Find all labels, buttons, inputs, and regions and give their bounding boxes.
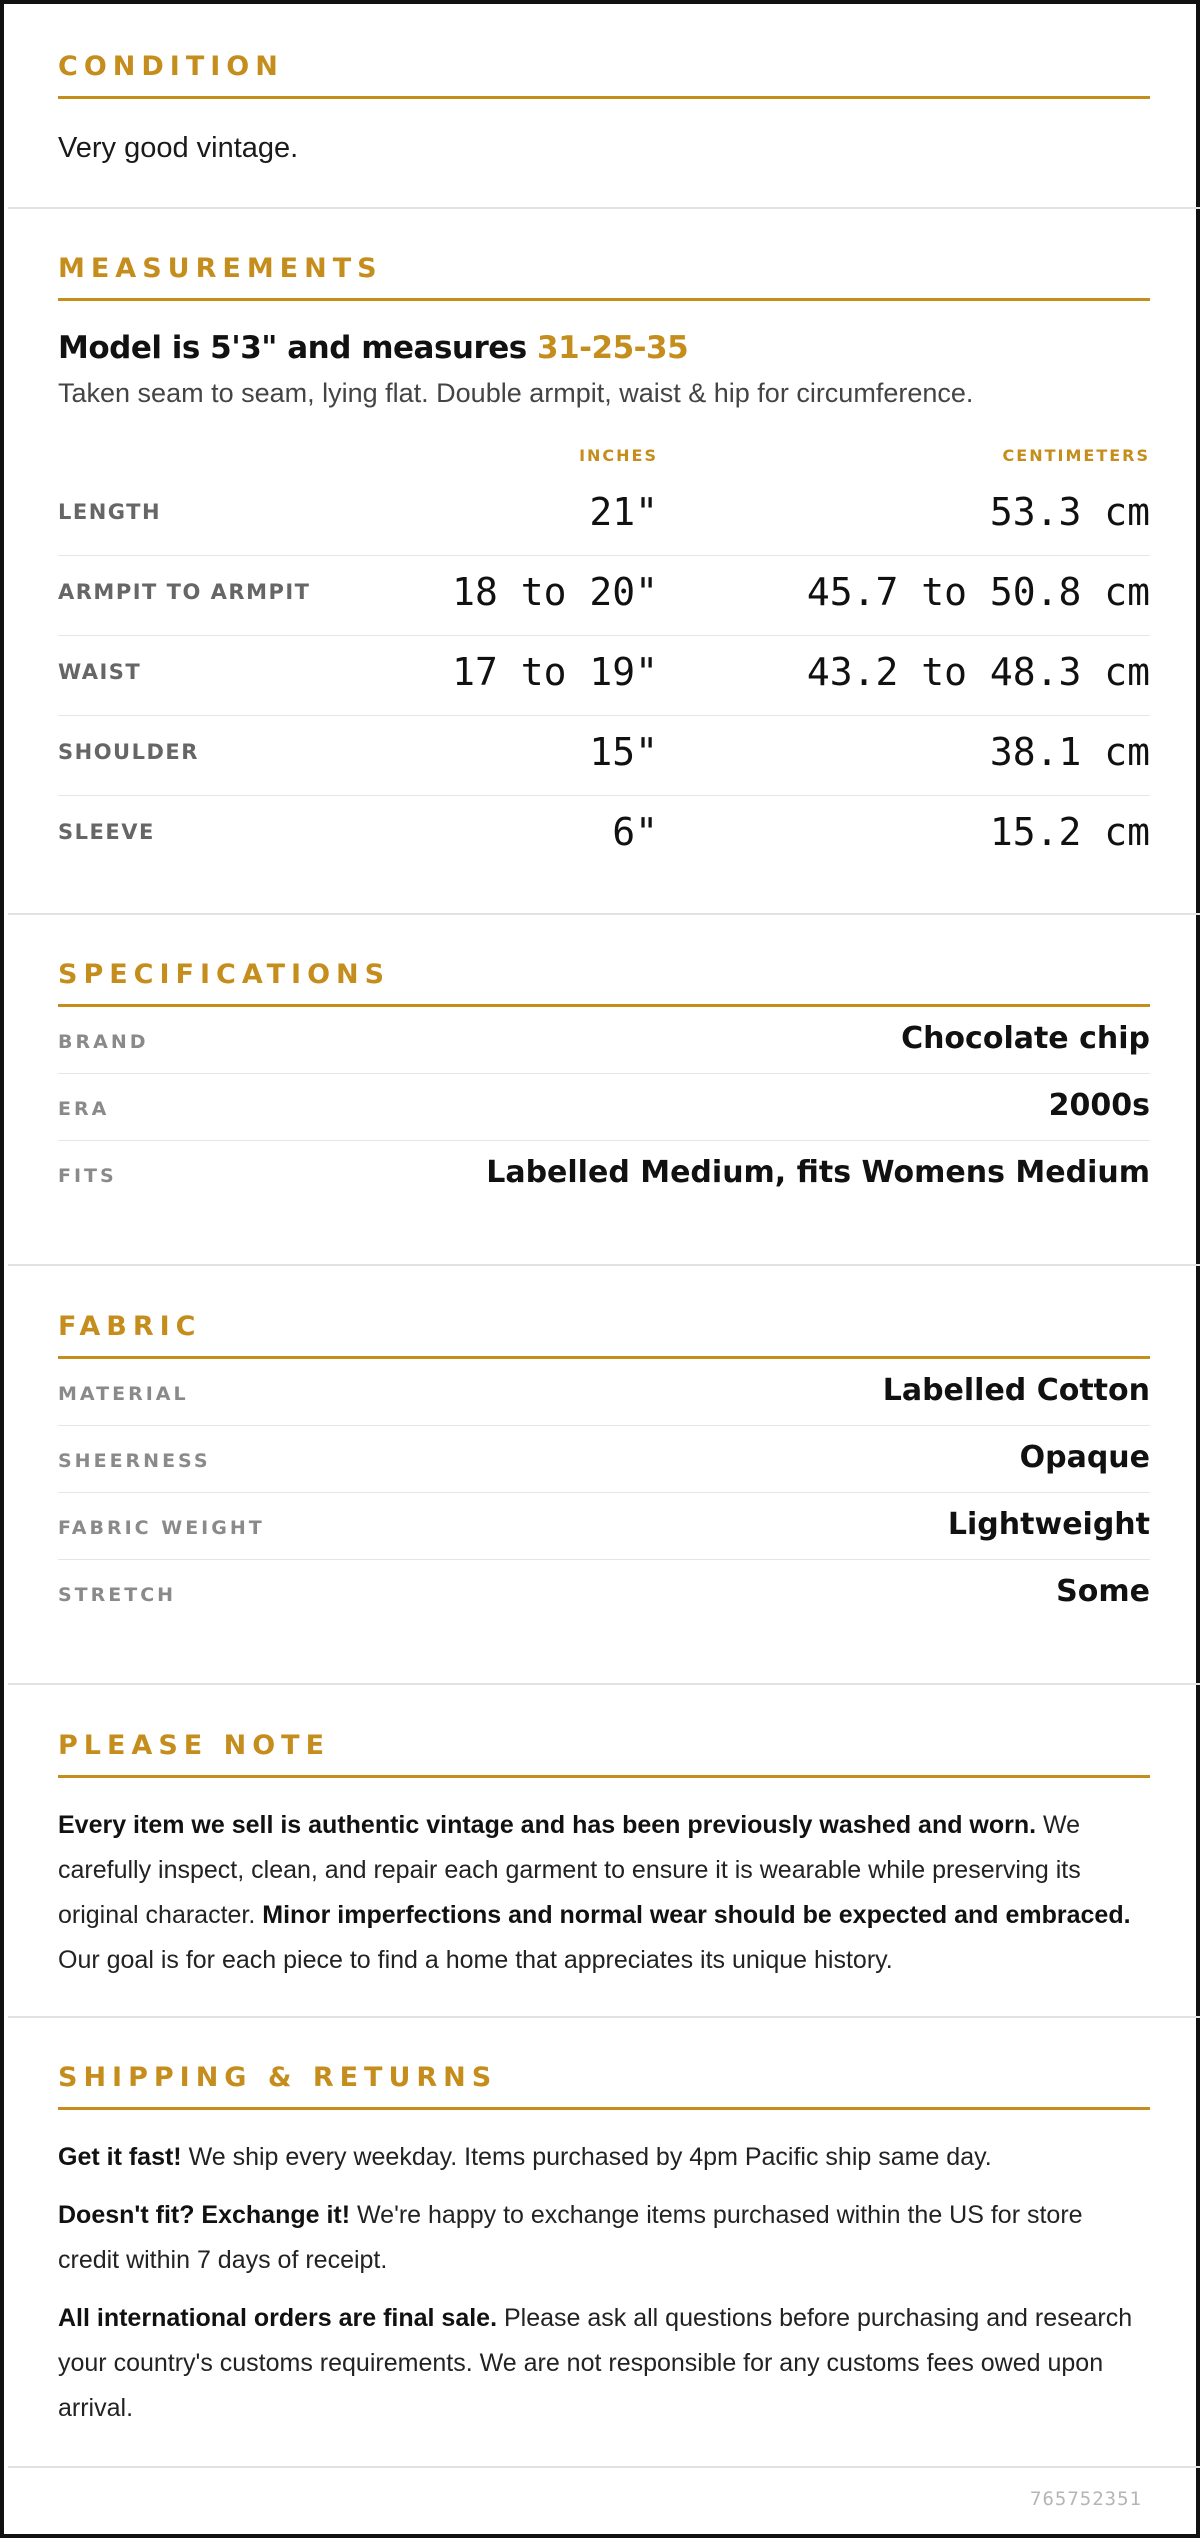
- measurement-label: WAIST: [58, 660, 142, 684]
- measurement-label: SHOULDER: [58, 740, 199, 764]
- fabric-title: FABRIC: [58, 1311, 202, 1342]
- spec-value: Labelled Medium, fits Womens Medium: [486, 1155, 1150, 1190]
- spec-row: [58, 1074, 1150, 1141]
- specifications-title: SPECIFICATIONS: [58, 959, 391, 990]
- shipping-bold-fast: Get it fast!: [58, 2143, 182, 2171]
- spec-value: 2000s: [1048, 1088, 1150, 1123]
- model-measures-accent: 31-25-35: [537, 330, 689, 366]
- measurement-centimeters: 15.2 cm: [989, 810, 1150, 854]
- measurement-centimeters: 38.1 cm: [989, 730, 1150, 774]
- measurements-subtitle: Taken seam to seam, lying flat. Double armpit, waist & hip for circumference.: [58, 378, 974, 408]
- fabric-label: MATERIAL: [58, 1383, 189, 1405]
- note-text-goal: Our goal is for each piece to find a home that appreciates its unique history.: [58, 1946, 893, 1974]
- section-divider: [8, 1683, 1200, 1685]
- fabric-row: [58, 1560, 1150, 1627]
- measurement-row: [58, 476, 1150, 556]
- fabric-row: [58, 1359, 1150, 1426]
- column-header-centimeters: CENTIMETERS: [1002, 446, 1150, 465]
- measurements-title: MEASUREMENTS: [58, 253, 383, 284]
- fabric-label: SHEERNESS: [58, 1450, 211, 1472]
- sku-number: 765752351: [1030, 2488, 1142, 2510]
- spec-label: FITS: [58, 1165, 117, 1187]
- shipping-bold-exchange: Doesn't fit? Exchange it!: [58, 2201, 351, 2229]
- section-divider: [8, 1264, 1200, 1266]
- please-note-rule: [58, 1775, 1150, 1778]
- measurement-centimeters: 43.2 to 48.3 cm: [806, 650, 1150, 694]
- shipping-text-fast: We ship every weekday. Items purchased by 4pm Pacific ship same day.: [181, 2143, 992, 2171]
- fabric-row: [58, 1493, 1150, 1560]
- column-header-inches: INCHES: [579, 446, 658, 465]
- please-note-title: PLEASE NOTE: [58, 1730, 331, 1761]
- measurement-row: [58, 556, 1150, 636]
- spec-label: ERA: [58, 1098, 110, 1120]
- fabric-row: [58, 1426, 1150, 1493]
- note-bold-authentic: Every item we sell is authentic vintage and has been previously washed and worn.: [58, 1811, 1037, 1839]
- measurement-row: [58, 716, 1150, 796]
- fabric-value: Labelled Cotton: [882, 1373, 1150, 1408]
- measurement-label: LENGTH: [58, 500, 162, 524]
- fabric-label: FABRIC WEIGHT: [58, 1517, 265, 1539]
- measurement-row: [58, 796, 1150, 876]
- section-divider: [8, 913, 1200, 915]
- measurement-inches: 15": [589, 730, 658, 774]
- condition-text: Very good vintage.: [58, 132, 299, 164]
- model-prefix: Model is 5'3" and measures: [58, 330, 538, 366]
- measurement-inches: 17 to 19": [452, 650, 658, 694]
- section-divider: [8, 2466, 1200, 2468]
- measurement-inches: 6": [612, 810, 658, 854]
- shipping-paragraph-exchange: [58, 2193, 1150, 2283]
- shipping-bold-international: All international orders are final sale.: [58, 2304, 498, 2332]
- shipping-rule: [58, 2107, 1150, 2110]
- fabric-value: Lightweight: [947, 1507, 1150, 1542]
- measurements-rule: [58, 298, 1150, 301]
- shipping-title: SHIPPING & RETURNS: [58, 2062, 498, 2093]
- measurement-label: SLEEVE: [58, 820, 155, 844]
- spec-row: [58, 1007, 1150, 1074]
- measurement-inches: 18 to 20": [452, 570, 658, 614]
- fabric-value: Some: [1056, 1574, 1150, 1609]
- section-divider: [8, 2016, 1200, 2018]
- spec-value: Chocolate chip: [901, 1021, 1150, 1056]
- shipping-paragraph-international: [58, 2296, 1150, 2431]
- measurement-row: [58, 636, 1150, 716]
- condition-rule: [58, 96, 1150, 99]
- shipping-paragraph-fast: [58, 2135, 1150, 2180]
- please-note-paragraph: [58, 1803, 1150, 1983]
- condition-title: CONDITION: [58, 51, 284, 82]
- model-measurements: [58, 330, 688, 366]
- fabric-value: Opaque: [1019, 1440, 1150, 1475]
- note-bold-imperfections: Minor imperfections and normal wear should be expected and embraced.: [262, 1901, 1131, 1929]
- section-divider: [8, 207, 1200, 209]
- shipping-text-exchange: We're happy to exchange items purchased within the US for store credit within 7 days of receipt.: [58, 2201, 1083, 2274]
- measurement-label: ARMPIT TO ARMPIT: [58, 580, 311, 604]
- fabric-label: STRETCH: [58, 1584, 177, 1606]
- spec-label: BRAND: [58, 1031, 149, 1053]
- measurement-centimeters: 45.7 to 50.8 cm: [806, 570, 1150, 614]
- note-text-inspect: We carefully inspect, clean, and repair each garment to ensure it is wearable while preserving its original character.: [58, 1811, 1081, 1929]
- spec-row: [58, 1141, 1150, 1208]
- measurement-centimeters: 53.3 cm: [989, 490, 1150, 534]
- measurement-inches: 21": [589, 490, 658, 534]
- shipping-text-international: Please ask all questions before purchasing and research your country's customs requirements. We are not responsible for any customs fees owed upon arrival.: [58, 2304, 1133, 2422]
